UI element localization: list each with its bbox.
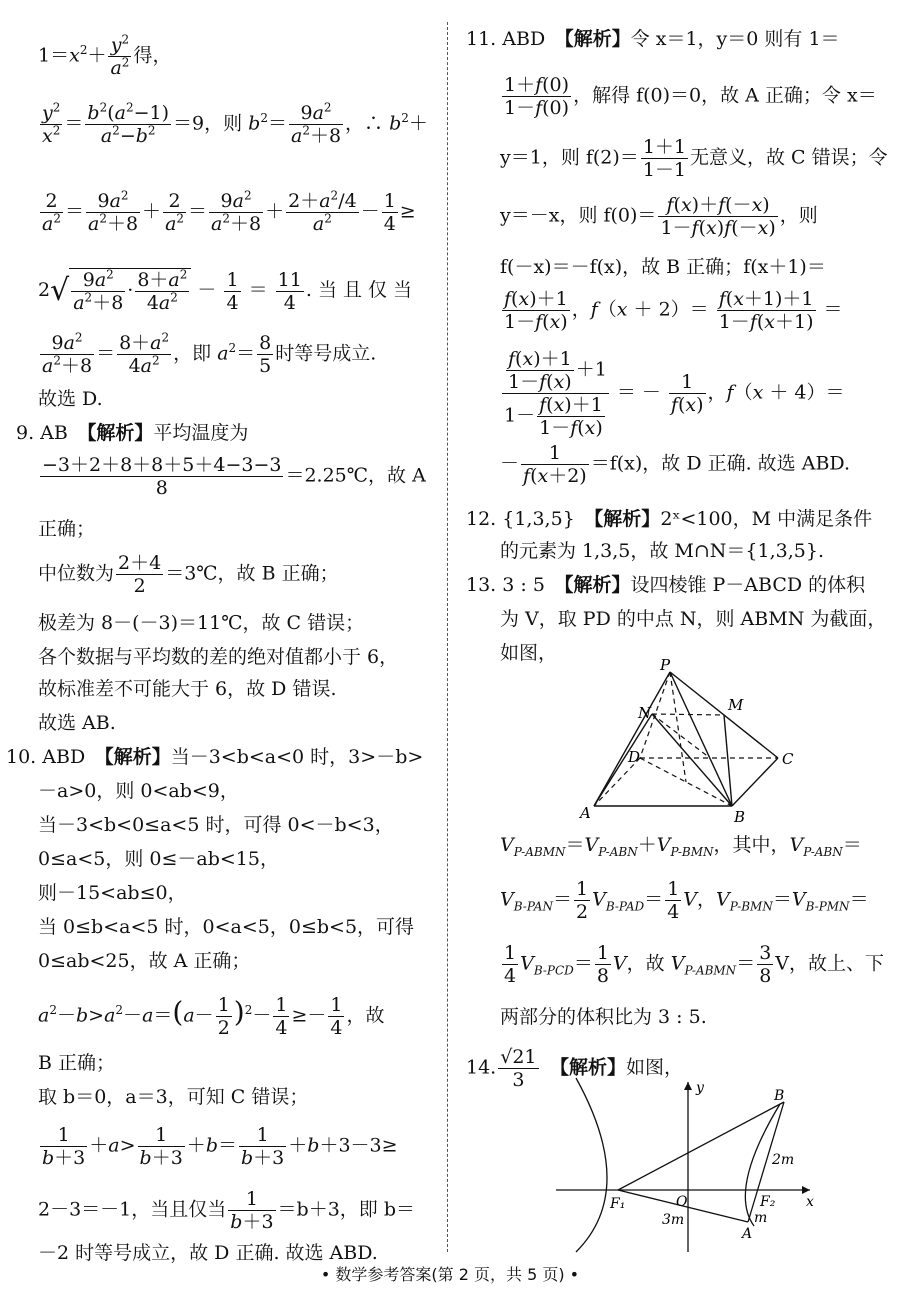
q14-header: 14. $\frac{√21}{3}$ 【解析】如图， [466,1046,684,1091]
label-b: B [774,1088,785,1104]
text-line: 当 0≤b<a<5 时，0<a<5，0≤b<5，可得 [38,916,415,938]
text-line: f(－x)＝－f(x)，故 B 正确；f(x＋1)＝ [500,256,826,278]
text-line: 两部分的体积比为 3 : 5. [500,1006,707,1028]
label-d: D [628,748,641,766]
text-line: 中位数为 $\frac{2+4}{2}$ ＝3℃，故 B 正确； [38,552,339,597]
text-line: $\frac{-3+2+8+8+5+4-3-3}{8}$ ＝2.25℃，故 A [42,454,426,499]
text-line: $\frac{1+f(0)}{1-f(0)}$ ，解得 f(0)＝0，故 A 正确；令 x＝ [504,74,877,119]
label-c: C [782,750,794,768]
text-line: $V_{B-PAN}=$ $\frac{1}{2}$ $V_{B-PAD}=$ $\frac{1}{4}$ V，$V_{P-BMN}=V_{B-PMN}=$ [500,878,869,923]
label-x: x [806,1194,814,1210]
text-line: 如图， [500,642,558,664]
text-line: $\frac{1}{4}$ $V_{B-PCD}=$ $\frac{1}{8}$ V，故 $V_{P-ABMN}=$ $\frac{3}{8}$ V，故上、下 [504,942,885,987]
q13-header: 13. 3 : 5 【解析】设四棱锥 P－ABCD 的体积 [466,574,866,596]
text-line: 的元素为 1,3,5，故 M∩N＝{1,3,5}. [500,540,824,562]
label-m: m [754,1210,768,1226]
text-line: 则－15<ab≤0， [38,882,187,904]
text-line: 故标准差不可能大于 6，故 D 错误. [38,678,337,700]
text-line: 各个数据与平均数的差的绝对值都小于 6， [38,646,399,668]
label-f2: F₂ [760,1194,776,1210]
label-b: B [734,808,746,826]
text-line: 极差为 8－(－3)＝11℃，故 C 错误； [38,612,365,634]
text-line: y＝－x，则 f(0)＝ $\frac{f(x)+f(-x)}{1-f(x)f(-x)}$ ，则 [500,194,818,239]
text-line: 当－3<b<0≤a<5 时，可得 0<－b<3， [38,814,394,836]
label-a: A [580,804,591,822]
text-line: 0≤a<5，则 0≤－ab<15， [38,848,279,870]
label-o: O [676,1194,688,1210]
text-line: $V_{P-ABMN}=V_{P-ABN}+V_{P-BMN}$，其中，$V_{P-ABN}=$ [500,834,862,859]
pyramid-figure [560,658,810,838]
text-line: 为 V，取 PD 的中点 N，则 ABMN 为截面， [500,608,887,630]
text-line: 正确； [38,518,96,540]
text-line: $\frac{f(x)+1}{1-f(x)}$ ，f（x ＋ 2）＝ $\frac{f(x+1)+1}{1-f(x+1)}$ ＝ [504,288,843,333]
text-line: $\frac{f(x)+1}{1-f(x)}$ ＋1 1－ $\frac{f(x)+1}{1-f(x)}$ ＝ － $\frac{1}{f(x)}$ ，f（x ＋ 4）＝ [504,348,845,439]
q11-header: 11. ABD 【解析】令 x＝1，y＝0 则有 1＝ [466,28,840,50]
text-line: 2－3＝－1，当且仅当 $\frac{1}{b+3}$ ＝b＋3，即 b＝ [38,1188,415,1233]
q9-header: 9. AB 【解析】平均温度为 [16,422,249,444]
text-line: －a>0，则 0<ab<9， [38,780,239,802]
text-line: y＝1，则 f(2)＝ $\frac{1+1}{1-1}$ 无意义，故 C 错误；令 [500,136,888,181]
text-line: B 正确； [38,1052,116,1074]
text-line: － $\frac{1}{f(x+2)}$ ＝f(x)，故 D 正确. 故选 ABD. [500,442,851,487]
text-line: －2 时等号成立，故 D 正确. 故选 ABD. [38,1242,378,1264]
label-m: M [728,696,744,714]
text-line: $a^2-b>a^2-a=(a-$ $\frac{1}{2}$ )$^2$－ $\frac{1}{4}$ ≥－ $\frac{1}{4}$ ，故 [38,994,385,1039]
label-y: y [696,1080,704,1096]
text-line: $\frac{1}{b+3}$ ＋a> $\frac{1}{b+3}$ ＋b＝ $\frac{1}{b+3}$ ＋b＋3－3≥ [42,1124,398,1169]
text-line: $\frac{9a^2}{a^2+8}$ ＝ $\frac{8+a^2}{4a^2}$ ，即 $a^2=$ $\frac{8}{5}$ 时等号成立. [42,330,377,377]
label-f1: F₁ [610,1196,626,1212]
text-line: $\frac{2}{a^2}$ ＝ $\frac{9a^2}{a^2+8}$ ＋ $\frac{2}{a^2}$ ＝ $\frac{9a^2}{a^2+8}$ ＋ $\frac{2+a^2/4}{a^2}$ － $\frac{1}{4}$ ≥ [42,188,416,235]
label-a: A [742,1226,753,1242]
label-n: N [638,704,652,722]
page-footer: • 数学参考答案(第 2 页，共 5 页) • [320,1265,580,1284]
text-line: 0≤ab<25，故 A 正确； [38,950,251,972]
text-line: 故选 AB. [38,712,116,734]
label-p: P [660,658,671,674]
text-line: $1=x^2+$ $\frac{y^2}{a^2}$ 得， [38,32,172,79]
q12-header: 12. {1,3,5} 【解析】2ˣ<100，M 中满足条件 [466,508,873,530]
q10-header: 10. ABD 【解析】当－3<b<a<0 时，3>－b> [6,746,424,768]
text-line: $\frac{y^2}{x^2}$ ＝ $\frac{b^2(a^2-1)}{a^2-b^2}$ ＝9，则 $b^2=$ $\frac{9a^2}{a^2+8}$ ，∴ $b^2+$ [42,100,428,147]
column-divider [447,22,448,1252]
label-2m: 2m [772,1152,795,1168]
text-line: 故选 D. [38,388,103,410]
text-line: 2√ $\frac{9a^2}{a^2+8}$ · $\frac{8+a^2}{4a^2}$ － $\frac{1}{4}$ ＝ $\frac{11}{4}$ . 当 且 仅 当 [38,267,413,314]
hyperbola-figure [548,1076,828,1254]
text-line: 取 b＝0，a＝3，可知 C 错误； [38,1086,309,1108]
label-3m: 3m [662,1212,685,1228]
